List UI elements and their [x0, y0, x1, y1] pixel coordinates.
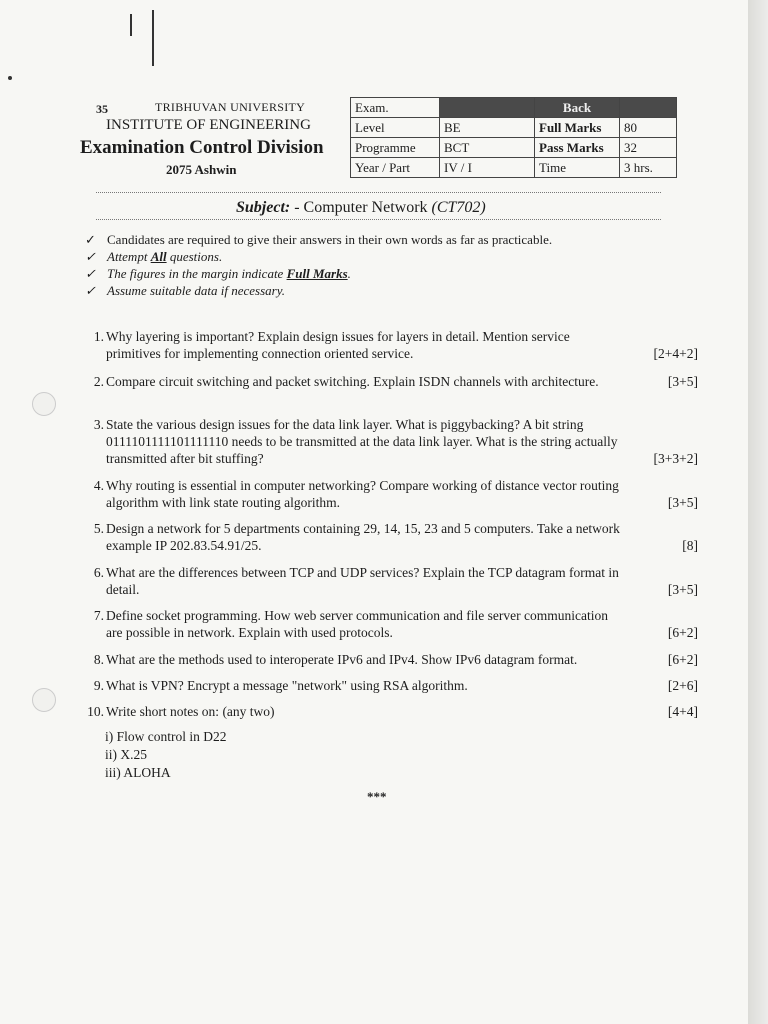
subject-code: (CT702)	[431, 199, 486, 216]
institute-name: INSTITUTE OF ENGINEERING	[106, 117, 311, 133]
question-marks: [8]	[682, 538, 698, 553]
question-7: 7. Define socket programming. How web server communication and file server communication are possible in network. Explain with used protocols. [6+2]	[93, 608, 698, 640]
question-9: 9. What is VPN? Encrypt a message "network" using RSA algorithm. [2+6]	[93, 678, 698, 693]
check-icon: ✓	[85, 266, 96, 281]
table-cell: 32	[620, 138, 677, 158]
check-icon: ✓	[85, 283, 96, 298]
check-icon: ✓	[85, 232, 96, 247]
scan-mark	[130, 14, 132, 36]
paper-edge	[748, 0, 768, 1024]
table-cell: Level	[351, 118, 440, 138]
table-cell: Pass Marks	[535, 138, 620, 158]
table-cell: IV / I	[440, 158, 535, 178]
question-5: 5. Design a network for 5 departments containing 29, 14, 15, 23 and 5 computers. Take a network example IP 202.83.54.91/25. [8]	[93, 521, 698, 553]
question-8: 8. What are the methods used to interoperate IPv6 and IPv4. Show IPv6 datagram format. [6+2]	[93, 652, 698, 667]
instruction-item: ✓ Attempt All questions.	[85, 249, 223, 264]
table-cell: Programme	[351, 138, 440, 158]
table-row	[351, 118, 677, 138]
question-marks: [6+2]	[667, 652, 698, 667]
punch-hole	[32, 392, 56, 416]
instruction-item: ✓ The figures in the margin indicate Full Marks.	[85, 266, 351, 281]
exam-year: 2075 Ashwin	[166, 162, 237, 177]
subject-prefix: Subject:	[236, 199, 291, 216]
table-cell: Year / Part	[351, 158, 440, 178]
check-icon: ✓	[85, 249, 96, 264]
question-2: 2. Compare circuit switching and packet switching. Explain ISDN channels with architecture. [3+5]	[93, 374, 698, 389]
division-name: Examination Control Division	[80, 137, 324, 158]
divider	[96, 192, 661, 193]
question-marks: [3+3+2]	[653, 451, 698, 466]
table-cell	[440, 98, 535, 118]
table-row	[351, 138, 677, 158]
question-marks: [4+4]	[667, 704, 698, 719]
short-note-item: iii) ALOHA	[105, 765, 171, 780]
question-marks: [2+6]	[667, 678, 698, 693]
end-marker: ***	[367, 789, 387, 804]
table-cell: BE	[440, 118, 535, 138]
table-cell: Back	[535, 98, 620, 118]
question-6: 6. What are the differences between TCP and UDP services? Explain the TCP datagram format in detail. [3+5]	[93, 565, 698, 597]
question-marks: [3+5]	[667, 582, 698, 597]
table-cell: BCT	[440, 138, 535, 158]
question-10: 10. Write short notes on: (any two) [4+4]	[87, 704, 698, 719]
question-marks: [2+4+2]	[653, 346, 698, 361]
short-note-item: i) Flow control in D22	[105, 729, 227, 744]
university-name: TRIBHUVAN UNIVERSITY	[155, 100, 306, 114]
table-cell: 3 hrs.	[620, 158, 677, 178]
table-row	[351, 158, 677, 178]
question-3: 3. State the various design issues for the data link layer. What is piggybacking? A bit string 0111101111101111110 needs to be transmitted at the data link layer. What is the string actually transmitted after bit stuffing? [3+3+2]	[93, 417, 698, 466]
question-marks: [6+2]	[667, 625, 698, 640]
question-4: 4. Why routing is essential in computer networking? Compare working of distance vector routing algorithm with link state routing algorithm. [3+5]	[93, 478, 698, 510]
punch-hole	[32, 688, 56, 712]
paper-number: 35	[96, 102, 108, 116]
question-1: 1. Why layering is important? Explain design issues for layers in detail. Mention service primitives for implementing connection oriented service. [2+4+2]	[93, 329, 698, 361]
table-cell	[620, 98, 677, 118]
table-cell: Time	[535, 158, 620, 178]
divider	[96, 219, 661, 220]
scan-mark	[8, 76, 12, 80]
question-marks: [3+5]	[667, 374, 698, 389]
subject-name: - Computer Network	[294, 199, 428, 216]
question-marks: [3+5]	[667, 495, 698, 510]
table-cell: 80	[620, 118, 677, 138]
subject-line	[236, 199, 486, 217]
table-cell: Exam.	[351, 98, 440, 118]
exam-info-table	[350, 97, 677, 178]
short-note-item: ii) X.25	[105, 747, 147, 762]
table-cell: Full Marks	[535, 118, 620, 138]
instructions-list	[85, 231, 552, 299]
instruction-item: ✓ Assume suitable data if necessary.	[85, 283, 286, 298]
table-row	[351, 98, 677, 118]
scan-mark	[152, 10, 154, 66]
instruction-item: ✓ Candidates are required to give their answers in their own words as far as practicable.	[85, 232, 553, 247]
